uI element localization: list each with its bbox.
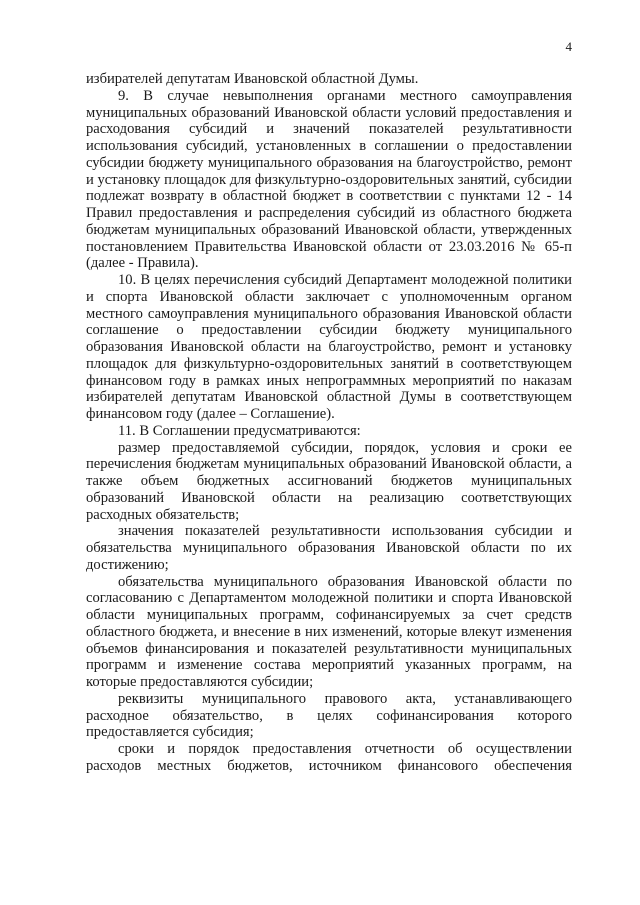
list-item-obligations: обязательства муниципального образования Ивановской области по согласованию с Департаментом молодежной политики и спорта Ивановской области муниципальных программ, софинансируемых за счет средств областного бюджета, и внесение в них изменений, которые влекут изменения объемов финансирования и показателей результативности муниципальных программ и изменение состава мероприятий указанных программ, на которые предоставляются субсидии; — [86, 573, 572, 690]
page-number: 4 — [565, 39, 572, 54]
list-item-legal-act: реквизиты муниципального правового акта, устанавливающего расходное обязательство, в целях софинансирования которого предоставляется субсидия; — [86, 690, 572, 741]
body-text — [86, 71, 572, 775]
list-item-indicators: значения показателей результативности использования субсидии и обязательства муниципального образования Ивановской области по их достижению; — [86, 523, 572, 573]
list-item-reporting: сроки и порядок предоставления отчетности об осуществлении расходов местных бюджетов, источником финансового обеспечения — [86, 741, 572, 774]
paragraph-9-refund: 9. В случае невыполнения органами местного самоуправления муниципальных образований Ивановской области условий предоставления и расходования субсидий и значений показателей результативности использования субсидий, установленных в соглашении о предоставлении субсидии бюджету муниципального образования на благоустройство, ремонт и установку площадок для физкультурно-оздоровительных занятий, субсидии подлежат возврату в областной бюджет в соответствии с пунктами 12 - 14 Правил предоставления и распределения субсидий из областного бюджета бюджетам муниципальных образований Ивановской области, утвержденных постановлением Правительства Ивановской области от 23.03.2016 № 65-п (далее - Правила). — [86, 87, 572, 272]
paragraph-10-agreement: 10. В целях перечисления субсидий Департамент молодежной политики и спорта Ивановской области заключает с уполномоченным органом местного самоуправления муниципального образования Ивановской области соглашение о предоставлении субсидии бюджету муниципального образования Ивановской области на благоустройство, ремонт и установку площадок для физкультурно-оздоровительных занятий в соответствующем финансовом году в рамках иных непрограммных мероприятий по наказам избирателей депутатам Ивановской областной Думы в соответствующем финансовом году (далее – Соглашение). — [86, 272, 572, 422]
paragraph-11-heading: 11. В Соглашении предусматриваются: — [118, 422, 361, 439]
list-item-subsidy-size: размер предоставляемой субсидии, порядок, условия и сроки ее перечисления бюджетам муниципальных образований Ивановской области, а также объем бюджетных ассигнований бюджетов муниципальных образований Ивановской области на реализацию соответствующих расходных обязательств; — [86, 439, 572, 523]
paragraph-continuation: избирателей депутатам Ивановской областной Думы. — [86, 71, 419, 87]
